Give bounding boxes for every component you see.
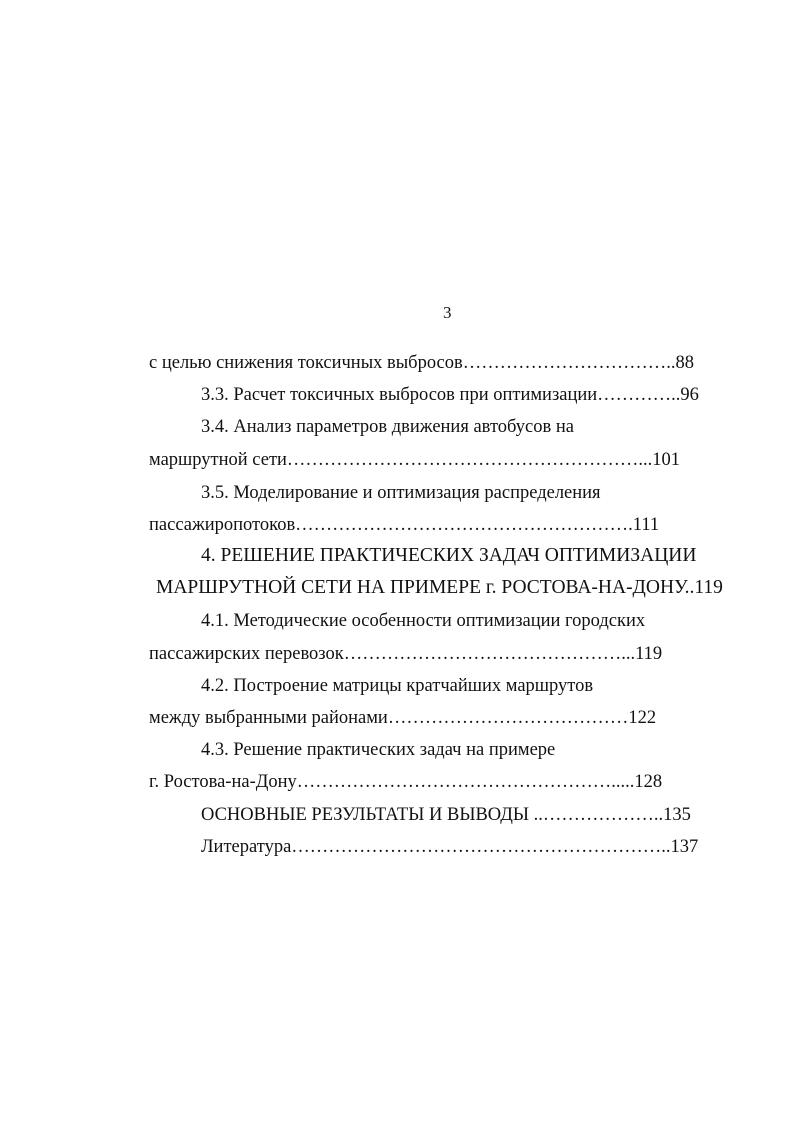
toc-line: пассажирских перевозок………………………………………...119: [149, 644, 663, 664]
toc-line: между выбранными районами…………………………………122: [149, 708, 657, 728]
toc-line: пассажиропотоков……………………………………………….111: [149, 515, 660, 535]
toc-line: с целью снижения токсичных выбросов……………………………..88: [149, 353, 694, 373]
toc-line: 4.1. Методические особенности оптимизации городских: [201, 611, 646, 631]
toc-line: 3.4. Анализ параметров движения автобусов на: [201, 417, 574, 437]
toc-line: маршрутной сети…………………………………………………...101: [149, 450, 681, 470]
toc-line: Литература……………………………………………………..137: [201, 837, 699, 857]
toc-line: 4.3. Решение практических задач на примере: [201, 740, 556, 760]
toc-line: 3.5. Моделирование и оптимизация распределения: [201, 483, 601, 503]
page-number: 3: [443, 303, 452, 322]
toc-heading: 4. РЕШЕНИЕ ПРАКТИЧЕСКИХ ЗАДАЧ ОПТИМИЗАЦИИ: [201, 545, 697, 566]
toc-line: г. Ростова-на-Дону…………………………………………….....128: [149, 772, 663, 792]
toc-line: ОСНОВНЫЕ РЕЗУЛЬТАТЫ И ВЫВОДЫ ..………………..135: [201, 805, 691, 825]
toc-line: 4.2. Построение матрицы кратчайших маршрутов: [201, 676, 594, 696]
toc-line: 3.3. Расчет токсичных выбросов при оптимизации…………..96: [201, 385, 699, 405]
toc-heading: МАРШРУТНОЙ СЕТИ НА ПРИМЕРЕ г. РОСТОВА-НА-ДОНУ..119: [156, 577, 723, 598]
